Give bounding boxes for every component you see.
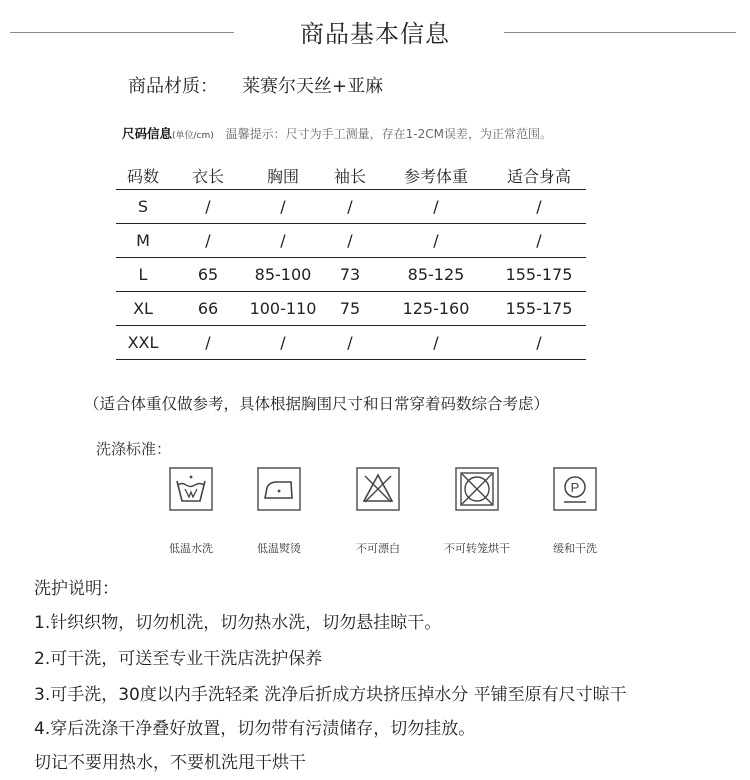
table-cell: S (116, 190, 170, 224)
table-cell: / (246, 326, 320, 360)
material-value: 莱赛尔天丝+亚麻 (242, 76, 384, 97)
table-row (116, 190, 586, 224)
table-cell: M (116, 224, 170, 258)
material-label: 商品材质： (128, 76, 218, 97)
table-cell: 125-160 (380, 292, 492, 326)
size-info-heading: 尺码信息 (122, 126, 173, 141)
svg-text:P: P (570, 480, 580, 495)
table-cell: 73 (320, 258, 380, 292)
table-cell: 155-175 (492, 292, 586, 326)
care-line: 切记不要用热水，不要机洗甩干烘干 (34, 753, 306, 773)
care-line: 2.可干洗，可送至专业干洗店洗护保养 (34, 649, 323, 669)
iron-low-temp-icon (257, 467, 301, 511)
table-cell: L (116, 258, 170, 292)
table-cell: / (492, 326, 586, 360)
table-cell: XXL (116, 326, 170, 360)
no-tumble-dry-caption: 不可转笼烘干 (444, 542, 510, 555)
table-cell: / (246, 190, 320, 224)
table-cell: 155-175 (492, 258, 586, 292)
page-title: 商品基本信息 (300, 20, 450, 48)
table-row (116, 258, 586, 292)
table-cell: / (246, 224, 320, 258)
table-cell: / (320, 326, 380, 360)
table-cell: / (380, 190, 492, 224)
table-row (116, 292, 586, 326)
table-cell: 85-125 (380, 258, 492, 292)
care-title: 洗护说明： (34, 579, 119, 599)
size-table-header-row (116, 161, 586, 190)
header-length: 衣长 (170, 161, 246, 190)
weight-note: （适合体重仅做参考，具体根据胸围尺寸和日常穿着码数综合考虑） (84, 395, 550, 413)
table-cell: 66 (170, 292, 246, 326)
table-cell: 75 (320, 292, 380, 326)
table-cell: 65 (170, 258, 246, 292)
gentle-dry-clean-icon (553, 467, 597, 511)
care-line: 1.针织织物，切勿机洗，切勿热水洗，切勿悬挂晾干。 (34, 613, 442, 633)
iron-low-temp-caption: 低温熨烫 (257, 542, 301, 555)
table-cell: 85-100 (246, 258, 320, 292)
no-bleach-caption: 不可漂白 (356, 542, 400, 555)
table-cell: / (380, 326, 492, 360)
table-cell: XL (116, 292, 170, 326)
header-size: 码数 (116, 161, 170, 190)
header-chest: 胸围 (246, 161, 320, 190)
table-cell: / (170, 224, 246, 258)
material-row (128, 72, 383, 98)
table-row (116, 326, 586, 360)
no-tumble-dry-icon (455, 467, 499, 511)
header-weight: 参考体重 (380, 161, 492, 190)
wash-standard-label: 洗涤标准： (96, 440, 172, 458)
size-info-tip: 温馨提示：尺寸为手工测量，存在1-2CM误差，为正常范围。 (225, 127, 552, 141)
gentle-dry-clean-caption: 缓和干洗 (553, 542, 597, 555)
table-cell: / (380, 224, 492, 258)
no-bleach-icon (356, 467, 400, 511)
size-info-line (122, 124, 552, 142)
table-cell: / (170, 190, 246, 224)
table-cell: / (170, 326, 246, 360)
header-height: 适合身高 (492, 161, 586, 190)
header-line-right (504, 32, 736, 33)
table-cell: / (492, 224, 586, 258)
table-row (116, 224, 586, 258)
size-info-unit: (单位/cm) (172, 131, 214, 141)
size-table (116, 161, 586, 360)
header-sleeve: 袖长 (320, 161, 380, 190)
care-line: 4.穿后洗涤干净叠好放置，切勿带有污渍储存，切勿挂放。 (34, 719, 476, 739)
table-cell: / (320, 190, 380, 224)
care-line: 3.可手洗，30度以内手洗轻柔 洗净后折成方块挤压掉水分 平铺至原有尺寸晾干 (34, 685, 627, 705)
table-cell: / (492, 190, 586, 224)
table-cell: / (320, 224, 380, 258)
wash-low-temp-icon (169, 467, 213, 511)
table-cell: 100-110 (246, 292, 320, 326)
wash-low-temp-caption: 低温水洗 (169, 542, 213, 555)
